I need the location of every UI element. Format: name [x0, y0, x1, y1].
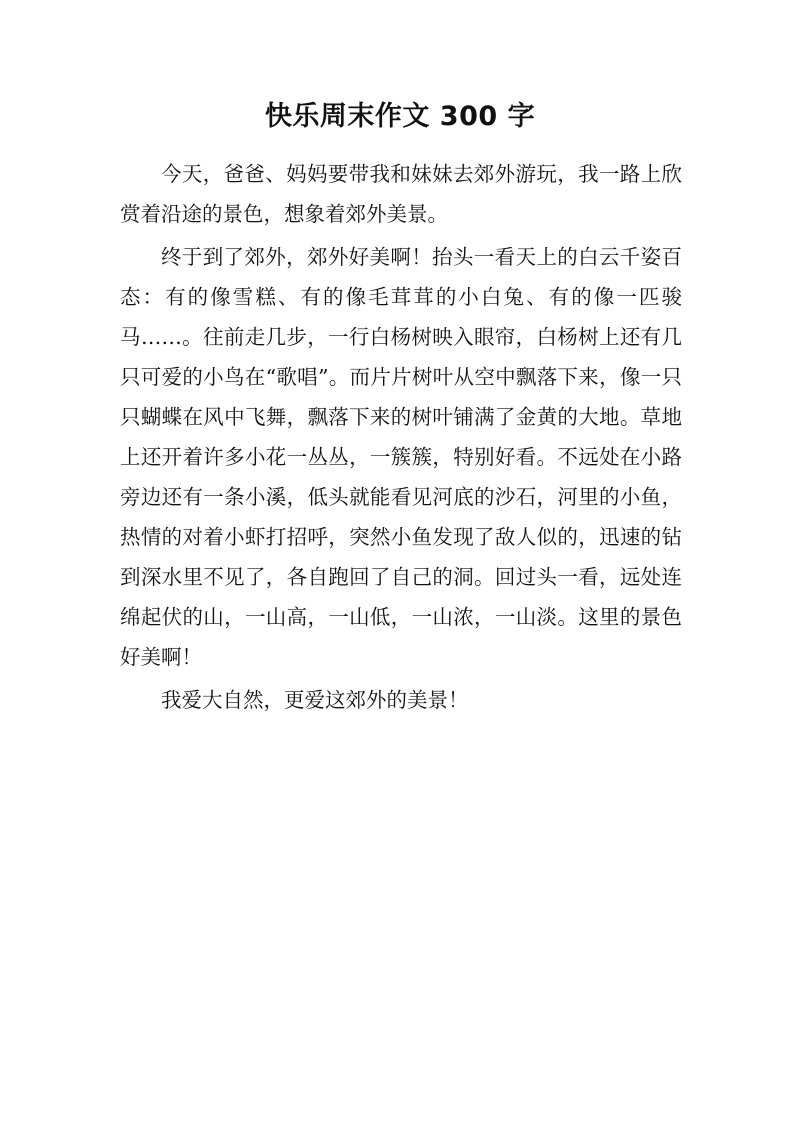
document-body	[120, 154, 682, 723]
paragraph-3: 我爱大自然，更爱这郊外的美景！	[161, 688, 469, 712]
document-title: 快乐周末作文 300 字	[264, 101, 536, 132]
paragraph-1: 今天，爸爸、妈妈要带我和妹妹去郊外游玩，我一路上欣赏着沿途的景色，想象着郊外美景。	[120, 162, 682, 226]
paragraph-2: 终于到了郊外，郊外好美啊！抬头一看天上的白云千姿百态：有的像雪糕、有的像毛茸茸的小白兔、有的像一匹骏马……。往前走几步，一行白杨树映入眼帘，白杨树上还有几只可爱的小鸟在“歌唱”。而片片树叶从空中飘落下来，像一只只蝴蝶在风中飞舞，飘落下来的树叶铺满了金黄的大地。草地上还开着许多小花一丛丛，一簇簇，特别好看。不远处在小路旁边还有一条小溪，低头就能看见河底的沙石，河里的小鱼，热情的对着小虾打招呼，突然小鱼发现了敌人似的，迅速的钻到深水里不见了，各自跑回了自己的洞。回过头一看，远处连绵起伏的山，一山高，一山低，一山浓，一山淡。这里的景色好美啊！	[120, 245, 682, 669]
